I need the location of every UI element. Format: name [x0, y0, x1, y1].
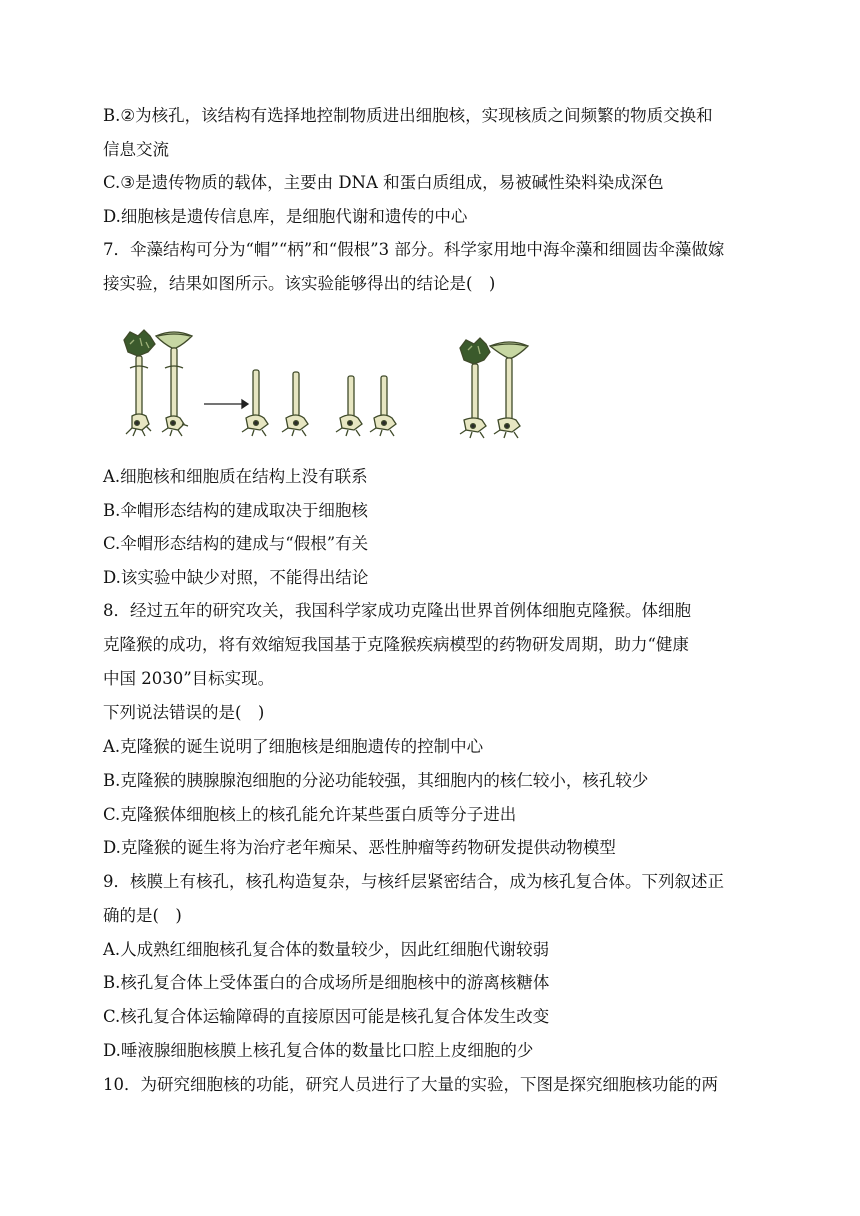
question-7-stem: 接实验，结果如图所示。该实验能够得出的结论是( ) [103, 274, 496, 293]
question-9-stem: 9．核膜上有核孔，核孔构造复杂，与核纤层紧密结合，成为核孔复合体。下列叙述正 [103, 872, 724, 891]
cut-stalks-icon [242, 370, 308, 436]
text-line: D.细胞核是遗传信息库，是细胞代谢和遗传的中心 [103, 207, 468, 226]
option-a: A.克隆猴的诞生说明了细胞核是细胞遗传的控制中心 [103, 737, 484, 756]
question-9-stem: 确的是( ) [103, 906, 182, 925]
option-a: A.细胞核和细胞质在结构上没有联系 [103, 467, 368, 486]
grafted-mediterranean-icon [460, 338, 490, 438]
question-8-prompt: 下列说法错误的是( ) [103, 703, 265, 722]
text-line: 信息交流 [103, 140, 169, 159]
question-8-stem: 中国 2030”目标实现。 [103, 669, 275, 688]
option-a: A.人成熟红细胞核孔复合体的数量较少，因此红细胞代谢较弱 [103, 940, 550, 959]
swapped-stalks-icon [336, 376, 396, 436]
text-line: C.③是遗传物质的载体，主要由 DNA 和蛋白质组成，易被碱性染料染成深色 [103, 173, 664, 192]
question-8-stem: 8．经过五年的研究攻关，我国科学家成功克隆出世界首例体细胞克隆猴。体细胞 [103, 601, 691, 620]
text-line: B.②为核孔，该结构有选择地控制物质进出细胞核，实现核质之间频繁的物质交换和 [103, 106, 713, 125]
grafting-experiment-figure [118, 326, 538, 454]
question-7-stem: 7．伞藻结构可分为“帽”“柄”和“假根”3 部分。科学家用地中海伞藻和细圆齿伞藻做嫁 [103, 240, 725, 259]
option-b: B.核孔复合体上受体蛋白的合成场所是细胞核中的游离核糖体 [103, 973, 550, 992]
option-c: C.克隆猴体细胞核上的核孔能允许某些蛋白质等分子进出 [103, 805, 517, 824]
option-b: B.克隆猴的胰腺腺泡细胞的分泌功能较强，其细胞内的核仁较小，核孔较少 [103, 771, 649, 790]
option-c: C.核孔复合体运输障碍的直接原因可能是核孔复合体发生改变 [103, 1007, 550, 1026]
option-d: D.唾液腺细胞核膜上核孔复合体的数量比口腔上皮细胞的少 [103, 1041, 534, 1060]
crenulata-alga-icon [156, 332, 192, 436]
mediterranean-alga-icon [124, 330, 155, 436]
option-d: D.克隆猴的诞生将为治疗老年痴呆、恶性肿瘤等药物研发提供动物模型 [103, 838, 616, 857]
question-10-stem: 10．为研究细胞核的功能，研究人员进行了大量的实验，下图是探究细胞核功能的两 [103, 1075, 718, 1094]
question-8-stem: 克隆猴的成功，将有效缩短我国基于克隆猴疾病模型的药物研发周期，助力“健康 [103, 635, 689, 654]
option-c: C.伞帽形态结构的建成与“假根”有关 [103, 534, 369, 553]
option-d: D.该实验中缺少对照，不能得出结论 [103, 568, 369, 587]
arrow-icon [204, 400, 248, 408]
grafted-crenulata-icon [490, 342, 528, 438]
option-b: B.伞帽形态结构的建成取决于细胞核 [103, 501, 368, 520]
